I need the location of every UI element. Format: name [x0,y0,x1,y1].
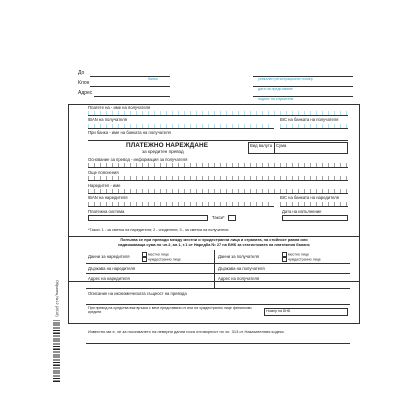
iban-payee-label: IBAN на получателя [88,117,127,122]
date-present-hint: дата на представяне [258,87,293,91]
taxes-label: Такси* [212,215,225,220]
exec-date-label: Дата на изпълнение [282,209,322,214]
taxes-note: *Такси: 1 - за сметка на наредителя; 2 - споделени; 3 - за сметка на получателя [88,228,229,232]
payer-data-label: Данни за наредителя [88,254,130,259]
statistics-note: Попълва се при преводи между местни и чуждестранни лица и страната, на стойност равна или надвишаваща сума по чл.2, ал.1, т.1 от Наредба № 27 на БНБ за статистиката на платежния баланс [118,237,310,247]
klon-label: Клон [78,80,90,86]
form-subtitle: за кредитен превод [142,149,184,154]
payer-label: Наредител - име [88,183,121,188]
barcode [53,320,60,382]
bic-payee-label: BIC на банката на получателя [280,117,339,122]
bank-payee-label: При банка - име на банката на получателя [88,130,171,135]
do-line [90,76,170,77]
bnb-number-label: Номер на БНБ [266,309,291,313]
payment-system-box[interactable] [88,215,208,221]
reason-label: Основание за превод - информация за получателя [88,157,188,162]
payee-country-label: Държава на получателя [218,266,265,271]
bic-payer-label: BIC на банката на наредителя [280,195,339,200]
do-label: До [78,70,85,76]
klon-line [90,86,170,87]
exec-date-box[interactable] [282,215,348,221]
payment-system-label: Платежна система [88,209,125,214]
payee-local[interactable]: местно лице [282,252,309,257]
adres-label: Адрес [78,90,93,96]
payee-label: Платете на - име на получателя [88,105,151,110]
payee-data-label: Данни за получателя [218,254,259,259]
payer-local[interactable]: местно лице [142,252,169,257]
more-label: Още пояснения [88,170,119,175]
iban-payer-label: IBAN на наредителя [88,195,128,200]
description-label: Описание на икономическата същност на превода [88,291,187,296]
taxes-box[interactable] [228,215,236,221]
footer-declaration: Известно ми е, че за посочването на неверни данни нося отговорност по чл. 313 от Наказателния кодекс. [88,329,285,334]
docs-note: При превод на средства във връзка с вече представяни от или на чуждестранно лице финансови кредити [88,306,252,315]
payment-order-form [68,62,360,390]
adres-line [94,96,170,97]
payer-foreign[interactable]: чуждестранно лице [142,257,181,262]
payer-country-label: Държава на наредителя [88,266,136,271]
form-title: ПЛАТЕЖНО НАРЕЖДАНЕ [126,142,209,149]
bank-hint: банка [148,77,158,81]
amount-label: Сума [276,143,287,148]
payer-address-label: Адрес на наредителя [88,276,130,281]
sign-hint: подпис на служителя [258,97,294,101]
reg-number-hint: уникален регистрационен номер [258,77,313,81]
payee-address-label: Адрес на получателя [218,276,260,281]
spine-label: Образец №12 (2018) [55,280,59,317]
payee-foreign[interactable]: чуждестранно лице [282,257,321,262]
currency-label: Вид валута [250,143,272,148]
